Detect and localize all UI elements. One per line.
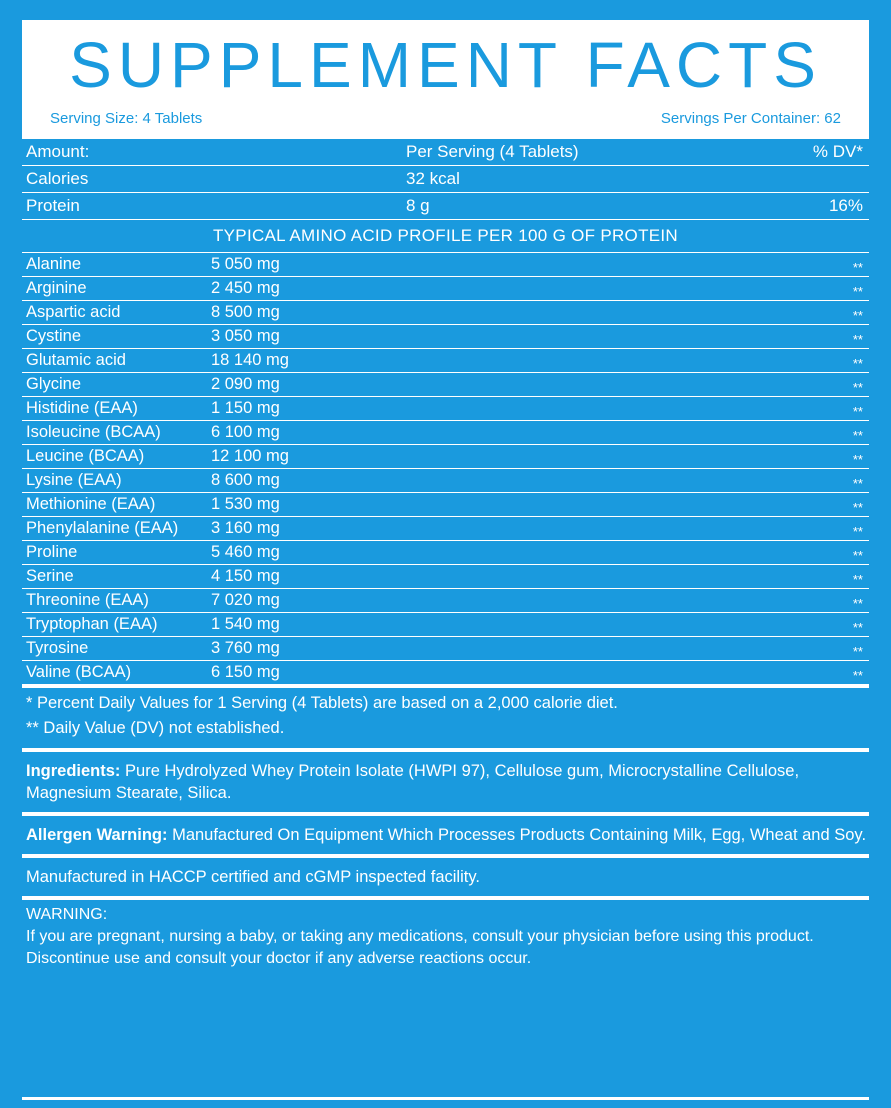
row-value: 32 kcal [406, 169, 460, 188]
list-item [22, 589, 869, 612]
amino-value: 6 100 mg [211, 423, 280, 441]
col-dv: % DV* [812, 142, 863, 161]
amino-name: Histidine (EAA) [26, 399, 138, 417]
row-value: 8 g [406, 196, 430, 215]
col-amount: Amount: [26, 142, 90, 161]
amino-name: Aspartic acid [26, 303, 121, 321]
amino-name: Threonine (EAA) [26, 591, 149, 609]
amino-dv: ** [852, 260, 863, 275]
amino-name: Leucine (BCAA) [26, 447, 145, 465]
amino-dv: ** [852, 548, 863, 563]
footnote-double-star: ** Daily Value (DV) not established. [26, 719, 285, 737]
list-item [22, 613, 869, 636]
amino-profile-heading: TYPICAL AMINO ACID PROFILE PER 100 G OF PROTEIN [212, 226, 679, 245]
amino-value: 1 150 mg [211, 399, 280, 417]
ingredients-section [22, 752, 869, 812]
amino-dv: ** [852, 356, 863, 371]
amino-dv: ** [852, 476, 863, 491]
amino-dv: ** [852, 644, 863, 659]
row-label: Protein [26, 196, 80, 215]
ingredients-label: Ingredients: [26, 762, 121, 780]
amino-dv: ** [852, 308, 863, 323]
amino-dv: ** [852, 668, 863, 683]
amino-value: 5 460 mg [211, 543, 280, 561]
amino-name: Methionine (EAA) [26, 495, 156, 513]
list-item [22, 373, 869, 396]
amino-dv: ** [852, 404, 863, 419]
list-item [22, 637, 869, 660]
amino-name: Serine [26, 567, 74, 585]
amino-dv: ** [852, 620, 863, 635]
amino-value: 6 150 mg [211, 663, 280, 681]
list-item [22, 541, 869, 564]
amino-value: 3 160 mg [211, 519, 280, 537]
amino-name: Alanine [26, 255, 82, 273]
list-item [22, 325, 869, 348]
amino-value: 18 140 mg [211, 351, 289, 369]
servings-per-container: Servings Per Container: 62 [660, 110, 841, 127]
amino-name: Valine (BCAA) [26, 663, 132, 681]
allergen-label: Allergen Warning: [26, 826, 168, 844]
amino-value: 5 050 mg [211, 255, 280, 273]
amino-name: Tyrosine [26, 639, 89, 657]
amino-name: Tryptophan (EAA) [26, 615, 158, 633]
list-item [22, 565, 869, 588]
allergen-section [22, 816, 869, 854]
warning-text: If you are pregnant, nursing a baby, or taking any medications, consult your physician before using this product. Discontinue use and consult your doctor if any adverse reactions occur. [26, 928, 814, 967]
page-title: SUPPLEMENT FACTS [69, 29, 822, 101]
amino-value: 3 760 mg [211, 639, 280, 657]
amino-value: 4 150 mg [211, 567, 280, 585]
amino-name: Phenylalanine (EAA) [26, 519, 179, 537]
amino-dv: ** [852, 452, 863, 467]
amino-value: 1 540 mg [211, 615, 280, 633]
amino-value: 3 050 mg [211, 327, 280, 345]
warning-label: WARNING: [26, 906, 108, 923]
list-item [22, 421, 869, 444]
table-header-row [22, 139, 869, 165]
amino-name: Lysine (EAA) [26, 471, 122, 489]
amino-dv: ** [852, 596, 863, 611]
row-dv: 16% [828, 196, 863, 215]
manufacturing-section [22, 858, 869, 896]
amino-value: 12 100 mg [211, 447, 289, 465]
allergen-text: Manufactured On Equipment Which Processes Products Containing Milk, Egg, Wheat and Soy. [172, 826, 867, 844]
ingredients-text: Pure Hydrolyzed Whey Protein Isolate (HWPI 97), Cellulose gum, Microcrystalline Cellulose, Magnesium Stearate, Silica. [26, 762, 800, 802]
table-row [22, 166, 869, 192]
serving-size: Serving Size: 4 Tablets [50, 110, 203, 127]
amino-value: 1 530 mg [211, 495, 280, 513]
amino-dv: ** [852, 572, 863, 587]
list-item [22, 349, 869, 372]
list-item [22, 253, 869, 276]
amino-dv: ** [852, 284, 863, 299]
amino-dv: ** [852, 332, 863, 347]
amino-value: 7 020 mg [211, 591, 280, 609]
amino-name: Cystine [26, 327, 82, 345]
table-row [22, 193, 869, 219]
amino-acid-list [22, 253, 869, 684]
amino-name: Proline [26, 543, 78, 561]
amino-value: 8 600 mg [211, 471, 280, 489]
list-item [22, 469, 869, 492]
list-item [22, 301, 869, 324]
amino-name: Glycine [26, 375, 82, 393]
list-item [22, 493, 869, 516]
amino-dv: ** [852, 380, 863, 395]
footnote-single-star: * Percent Daily Values for 1 Serving (4 Tablets) are based on a 2,000 calorie diet. [26, 694, 618, 712]
list-item [22, 277, 869, 300]
amino-name: Glutamic acid [26, 351, 126, 369]
amino-value: 2 090 mg [211, 375, 280, 393]
amino-value: 8 500 mg [211, 303, 280, 321]
manufacturing-text: Manufactured in HACCP certified and cGMP inspected facility. [26, 868, 480, 886]
amino-dv: ** [852, 500, 863, 515]
amino-dv: ** [852, 524, 863, 539]
list-item [22, 517, 869, 540]
list-item [22, 661, 869, 684]
list-item [22, 397, 869, 420]
col-per-serving: Per Serving (4 Tablets) [406, 142, 579, 161]
amino-name: Isoleucine (BCAA) [26, 423, 161, 441]
amino-dv: ** [852, 428, 863, 443]
list-item [22, 445, 869, 468]
header-box [22, 20, 869, 139]
amino-value: 2 450 mg [211, 279, 280, 297]
amino-name: Arginine [26, 279, 87, 297]
bottom-divider [22, 1097, 869, 1100]
serving-info [46, 110, 845, 127]
row-label: Calories [26, 169, 89, 188]
